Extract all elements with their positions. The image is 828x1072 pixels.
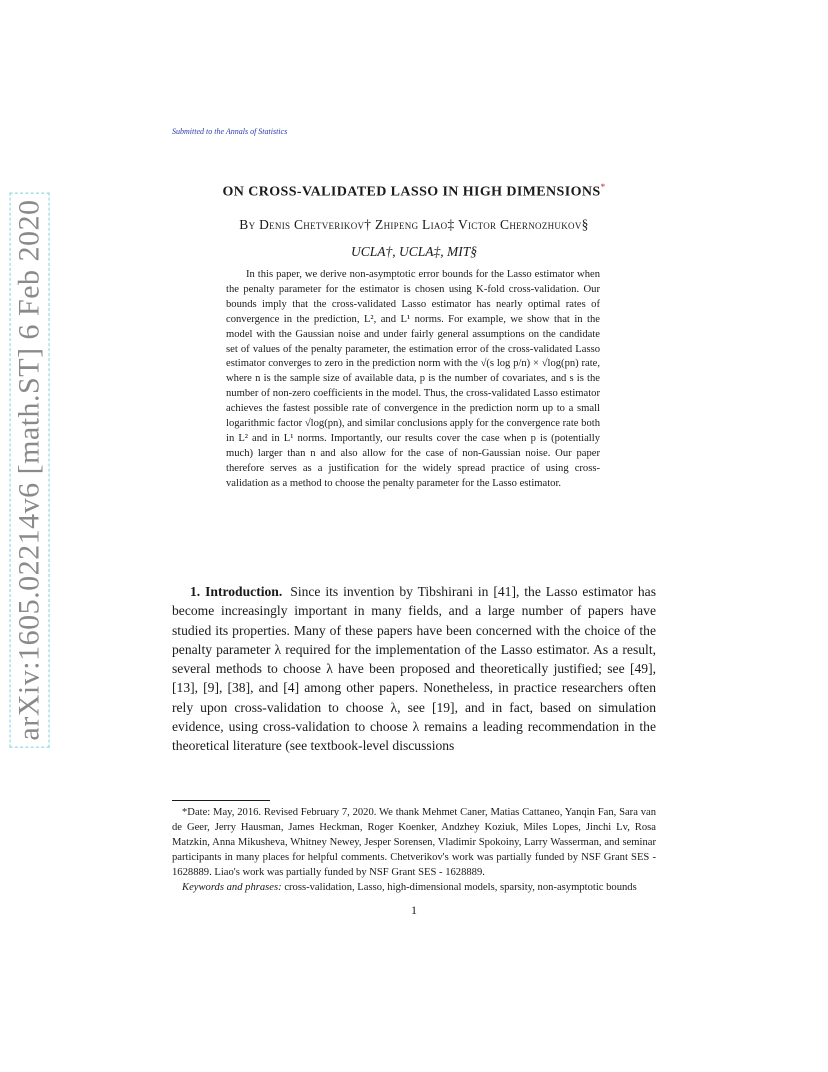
abstract-text: In this paper, we derive non-asymptotic error bounds for the Lasso estimator when the penalty parameter for the estimator is chosen using K-fold cross-validation. Our bounds imply that the cross-validated Lasso estimator has nearly optimal rates of convergence in the prediction, L², and L¹ norms. For example, we show that in the model with the Gaussian noise and under fairly general assumptions on the candidate set of values of the penalty parameter, the estimation error of the cross-validated Lasso estimator converges to zero in the prediction norm with the √(s log p/n) × √log(pn) rate, where n is the sample size of available data, p is the number of covariates, and s is the number of non-zero coefficients in the model. Thus, the cross-validated Lasso estimator achieves the fastest possible rate of convergence in the prediction norm up to a small logarithmic factor √log(pn), and similar conclusions apply for the convergence rate both in L² and in L¹ norms. Importantly, our results cover the case when p is (potentially much) larger than n and also allow for the case of non-Gaussian noise. Our paper therefore serves as a justification for the widely spread practice of using cross-validation as a method to choose the penalty parameter for the Lasso estimator.: [226, 269, 600, 489]
title-text: ON CROSS-VALIDATED LASSO IN HIGH DIMENSIONS: [222, 184, 601, 200]
keywords-text: cross-validation, Lasso, high-dimensional models, sparsity, non-asymptotic bounds: [284, 881, 637, 893]
affiliations: UCLA†, UCLA‡, MIT§: [350, 244, 477, 259]
footnote-rule: [172, 800, 270, 801]
intro-text: Since its invention by Tibshirani in [41], the Lasso estimator has become increasingly important in many fields, and a large number of papers have studied its properties. Many of these papers have been concerned with the choice of the penalty parameter λ required for the implementation of the Lasso estimator. As a result, several methods to choose λ have been proposed and theoretically justified; see [49], [13], [9], [38], and [4] among other papers. Nonetheless, in practice researchers often rely upon cross-validation to choose λ, see [19], and in fact, based on simulation evidence, using cross-validation to choose λ remains a leading recommendation in the theoretical literature (see textbook-level discussions: [172, 584, 656, 754]
intro-paragraph: [172, 582, 656, 756]
arxiv-id: arXiv:1605.02214v6 [math.ST] 6 Feb 2020: [10, 192, 50, 747]
section-heading: 1. Introduction.: [190, 584, 283, 599]
journal-note: Submitted to the Annals of Statistics: [172, 127, 288, 136]
footnote-date: *Date: May, 2016. Revised February 7, 2020. We thank Mehmet Caner, Matias Cattaneo, Yanqin Fan, Sara van de Geer, Jerry Hausman, James Heckman, Roger Koenker, Andzhey Koziuk, Miles Lopes, Jinchi Lv, Rosa Matzkin, Anna Mikusheva, Whitney Newey, Jesper Sorensen, Vladimir Spokoiny, Larry Wasserman, and seminar participants in many places for helpful comments. Chetverikov's work was partially funded by NSF Grant SES - 1628889. Liao's work was partially funded by NSF Grant SES - 1628889.: [172, 807, 656, 878]
keywords-label: Keywords and phrases:: [182, 881, 282, 893]
title-footnote-mark: *: [600, 182, 606, 192]
page-number: 1: [411, 903, 417, 917]
footnotes: [172, 806, 656, 895]
paper-title: [172, 182, 656, 201]
abstract: [226, 268, 600, 492]
footnote-keywords: [172, 881, 656, 896]
arxiv-stamp: [2, 199, 58, 741]
author-list: By Denis Chetverikov† Zhipeng Liao‡ Victor Chernozhukov§: [239, 217, 589, 232]
introduction-section: [172, 582, 656, 756]
